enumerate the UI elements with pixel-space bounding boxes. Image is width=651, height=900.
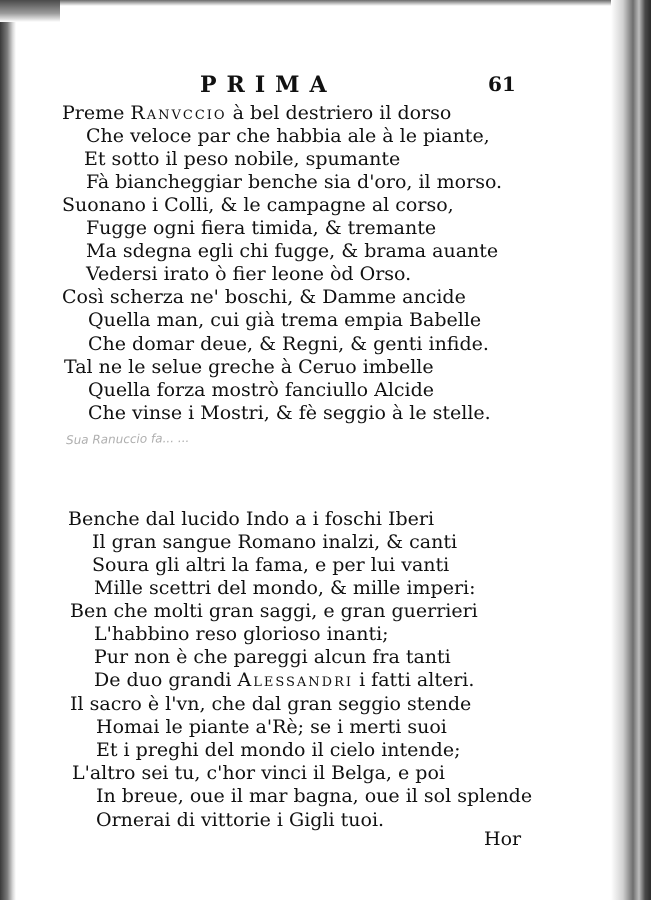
verse-line: Il gran sangue Romano inalzi, & canti <box>92 531 458 553</box>
verse-line: Che domar deue, & Regni, & genti infide. <box>88 333 489 355</box>
running-title: PRIMA <box>200 72 337 98</box>
verse-line: Et i preghi del mondo il cielo intende; <box>96 739 461 761</box>
verse-line: Che vinse i Mostri, & fè seggio à le stelle. <box>88 402 491 424</box>
verse-line: In breue, oue il mar bagna, oue il sol splende <box>96 785 533 807</box>
page-number: 61 <box>488 72 516 96</box>
verse-line: Homai le piante a'Rè; se i merti suoi <box>96 716 447 738</box>
verse-line: L'altro sei tu, c'hor vinci il Belga, e poi <box>72 762 445 784</box>
proper-name: Ranvccio <box>130 102 227 124</box>
proper-name: Alessandri <box>237 669 354 691</box>
handwritten-note: Sua Ranuccio fa... ... <box>65 430 190 448</box>
page-top-edge <box>0 0 651 6</box>
page-left-edge <box>0 0 16 900</box>
running-header <box>0 72 651 98</box>
verse-line: Tal ne le selue greche à Ceruo imbelle <box>64 356 434 378</box>
verse-line: Suonano i Colli, & le campagne al corso, <box>62 194 454 216</box>
catchword: Hor <box>484 828 522 850</box>
verse-line: Ma sdegna egli chi fugge, & brama auante <box>86 240 499 262</box>
verse-line: Et sotto il peso nobile, spumante <box>84 148 401 170</box>
verse-line: De duo grandi Alessandri i fatti alteri. <box>94 669 475 691</box>
verse-line: Fà biancheggiar benche sia d'oro, il morso. <box>86 171 503 193</box>
verse-line: Così scherza ne' boschi, & Damme ancide <box>62 286 466 308</box>
verse-line: L'habbino reso glorioso inanti; <box>94 623 389 645</box>
page-right-edge <box>611 0 651 900</box>
verse-line: Preme Ranvccio à bel destriero il dorso <box>62 102 452 124</box>
verse-line: Che veloce par che habbia ale à le piante, <box>86 125 490 147</box>
verse-line: Quella forza mostrò fanciullo Alcide <box>88 379 435 401</box>
verse-line: Ben che molti gran saggi, e gran guerrieri <box>70 600 478 622</box>
verse-line: Ornerai di vittorie i Gigli tuoi. <box>96 809 385 831</box>
verse-line: Quella man, cui già trema empia Babelle <box>88 309 482 331</box>
page-corner-shadow <box>0 0 60 22</box>
verse-line: Mille scettri del mondo, & mille imperi: <box>94 577 476 599</box>
verse-line: Benche dal lucido Indo a i foschi Iberi <box>68 508 435 530</box>
verse-line: Fugge ogni fiera timida, & tremante <box>86 217 437 239</box>
verse-line: Il sacro è l'vn, che dal gran seggio stende <box>70 693 472 715</box>
verse-line: Vedersi irato ò fier leone òd Orso. <box>86 263 412 285</box>
verse-line: Pur non è che pareggi alcun fra tanti <box>94 646 451 668</box>
verse-line: Soura gli altri la fama, e per lui vanti <box>92 554 450 576</box>
